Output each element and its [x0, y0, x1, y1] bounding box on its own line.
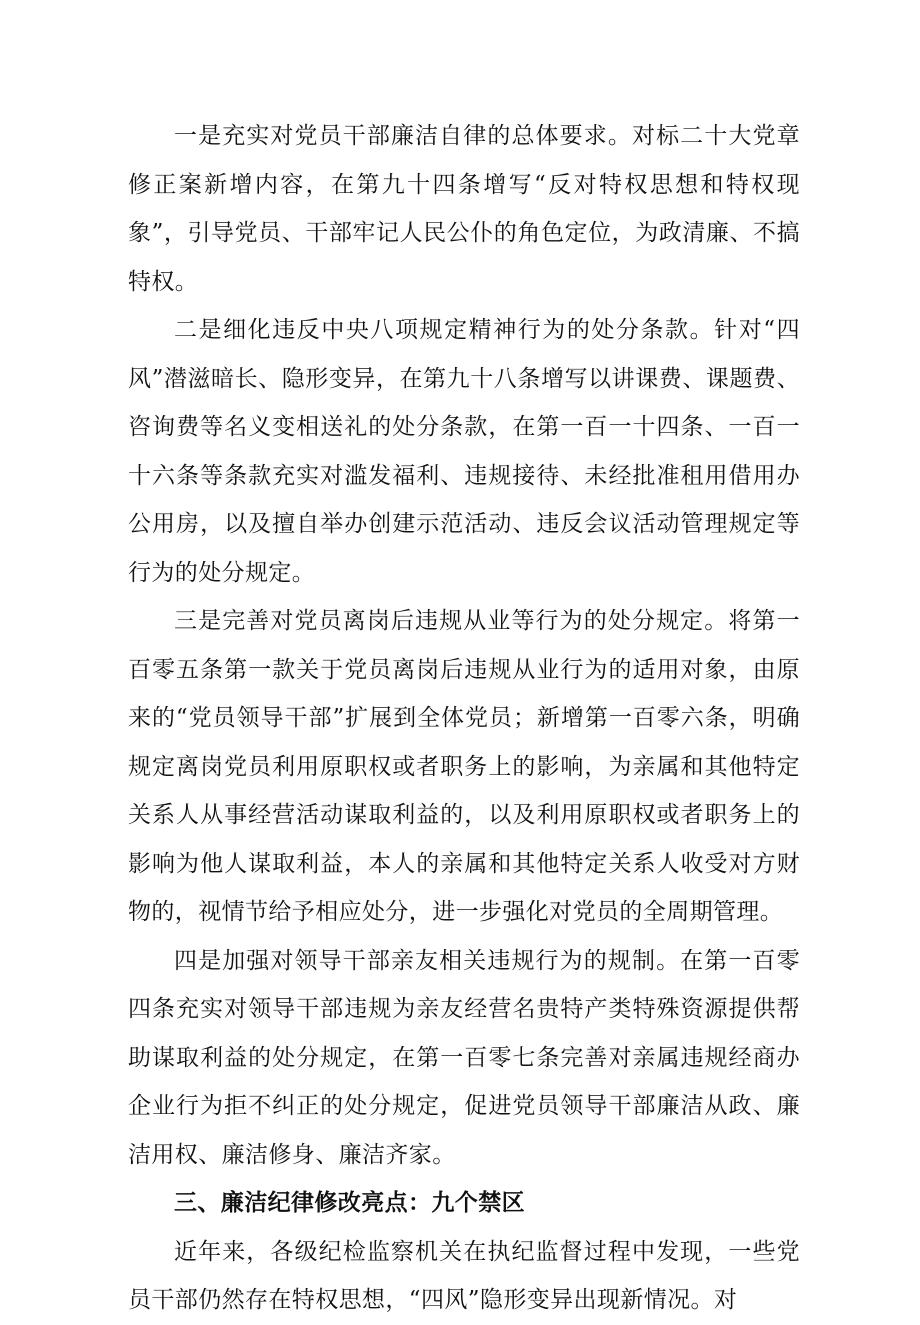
- paragraph-2: 二是细化违反中央八项规定精神行为的处分条款。针对“四风”潜滋暗长、隐形变异，在第九十八条增写以讲课费、课题费、咨询费等名义变相送礼的处分条款，在第一百一十四条、一百一十六条等条款充实对滥发福利、违规接待、未经批准租用借用办公用房，以及擅自举办创建示范活动、违反会议活动管理规定等行为的处分规定。: [128, 317, 800, 586]
- paragraph-1: 一是充实对党员干部廉洁自律的总体要求。对标二十大党章修正案新增内容，在第九十四条增写“反对特权思想和特权现象”，引导党员、干部牢记人民公仆的角色定位，为政清廉、不搞特权。: [128, 123, 800, 295]
- paragraph-3: 三是完善对党员离岗后违规从业等行为的处分规定。将第一百零五条第一款关于党员离岗后违规从业行为的适用对象，由原来的“党员领导干部”扩展到全体党员；新增第一百零六条，明确规定离岗党员利用原职权或者职务上的影响，为亲属和其他特定关系人从事经营活动谋取利益的，以及利用原职权或者职务上的影响为他人谋取利益，本人的亲属和其他特定关系人收受对方财物的，视情节给予相应处分，进一步强化对党员的全周期管理。: [128, 608, 800, 925]
- section-heading: 三、廉洁纪律修改亮点：九个禁区: [174, 1189, 525, 1216]
- document-body: [128, 112, 800, 1325]
- paragraph-5: 近年来，各级纪检监察机关在执纪监督过程中发现，一些党员干部仍然存在特权思想，“四风”隐形变异出现新情况。对: [128, 1238, 800, 1313]
- paragraph-4: 四是加强对领导干部亲友相关违规行为的规制。在第一百零四条充实对领导干部违规为亲友经营名贵特产类特殊资源提供帮助谋取利益的处分规定，在第一百零七条完善对亲属违规经商办企业行为拒不纠正的处分规定，促进党员领导干部廉洁从政、廉洁用权、廉洁修身、廉洁齐家。: [128, 947, 800, 1168]
